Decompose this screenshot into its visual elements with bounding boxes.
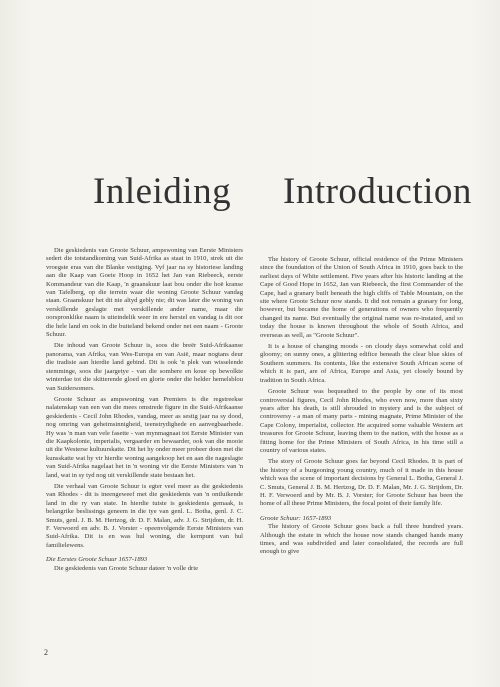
english-paragraph: The history of Groote Schuur goes back a full three hundred years. Although the estate in which the house now stands changed hands many times, and was subdivided and later consolidated, the records are full enough to give	[260, 523, 463, 556]
heading-english: Introduction	[283, 171, 472, 212]
afrikaans-paragraph: Die geskiedenis van Groote Schuur, ampswoning van Eerste Ministers sedert die totstandkoming van Suid-Afrika as staat in 1910, strek uit die vroegste eras van die Blanke vestiging. Vyf jaar na sy historiese landing aan die Kaap van Goeie Hoop in 1652 het Jan van Riebeeck, eerste Kommandeur van die Kaap, 'n graanskuur laat bou onder die hoë kranse van Tafelberg, op die terrein waar die woning Groote Schuur vandag staan. Graanskuur het dit nie altyd gebly nie; dit was later die woning van verskillende geslagte met verskillende ander name, maar die oorspronklike naam is uiteindelik weer in ere herstel en vandag is dit oor die hele land en ook in die buiteland bekend onder net een naam - Groote Schuur.	[46, 247, 243, 339]
afrikaans-column	[46, 247, 243, 573]
english-paragraph: The story of Groote Schuur goes far beyond Cecil Rhodes. It is part of the history of a burgeoning young country, much of it made in this house which was the scene of important decisions by General L. Botha, General J. C. Smuts, General J. B. M. Hertzog, Dr. D. F. Malan, Mr. J. G. Strijdom, Dr. H. F. Verwoerd and by Mr. B. J. Vorster; for Groote Schuur has been the home of all these Prime Ministers, the focal point of their family life.	[260, 458, 463, 508]
english-paragraph: It is a house of changing moods - on cloudy days somewhat cold and gloomy; on sunny ones, a glittering edifice beneath the clear blue skies of Southern summers. Its contents, like the extensive South African scene of which it is part, are of Africa, Europe and Asia, yet closely bound by tradition in South Africa.	[260, 343, 463, 384]
afrikaans-subheading: Die Eerstes Groote Schuur 1657-1893	[46, 556, 148, 564]
english-paragraph: The history of Groote Schuur, official residence of the Prime Ministers since the foundation of the Union of South Africa in 1910, goes back to the earliest days of White settlement. Five years after his historic landing at the Cape of Good Hope in 1652, Jan van Riebeeck, the first Commander of the Cape, had a granary built beneath the high cliffs of Table Mountain, on the site where Groote Schuur now stands. It did not remain a granary for long, however, but became the home of generations of owners who frequently changed its name. But eventually the original name was re-instated, and so today the house is known throughout the whole of South Africa, and overseas as well, as "Groote Schuur".	[260, 256, 463, 339]
afrikaans-paragraph: Die inhoud van Groote Schuur is, soos die breër Suid-Afrikaanse panorama, van Afrika, van Wes-Europa en van Asië, maar nogtans deur die tradisie aan hierdie land gebind. Dit is ook 'n plek van wisselende stemminge, soos die jaargetye - van die sombere en koue op bewolkte winterdae tot die skitterende gloed en glorie onder die helder hemelsblou van Suidersomers.	[46, 342, 243, 392]
english-subheading: Groote Schuur: 1657-1893	[260, 514, 332, 522]
afrikaans-paragraph: Groote Schuur as ampswoning van Premiers is die regstreekse nalatenskap van een van die mees omstrede figure in die Suid-Afrikaanse geskiedenis - Cecil John Rhodes, vandag, meer as sestig jaar na sy dood, nog omring van geheimsinnigheid, teenstrydighede en aanvegbaarhede. Hy was 'n man van vele fasette - van mynmagnaat tot Eerste Minister van die Kaapkolonie, imperialis, vergaarder en bewaarder, ook van die mooie uit die Westerse kultuurskatte. Dit het hy onder meer probeer doen met die kunsskatte wat hy vir hierdie woning aangekoop het en aan die nageslagte van Suid-Afrika nagelaat het in 'n woning vir die Eerste Ministers van 'n land, wat in sy tyd nog uit verskillende state bestaan het.	[46, 395, 243, 479]
english-paragraph: Groote Schuur was bequeathed to the people by one of its most controversial figures, Cecil John Rhodes, who even now, more than sixty years after his death, is still shrouded in mystery and is the subject of controversy - a man of many parts - mining magnate, Prime Minister of the Cape Colony, imperialist, collector. He acquired some valuable Western art treasures for Groote Schuur, leaving them to the nation, with the house as a fitting home for the Prime Ministers of South Africa, in his time still a country of various states.	[260, 388, 463, 454]
afrikaans-paragraph: Die geskiedenis van Groote Schuur dateer 'n volle drie	[54, 564, 199, 572]
english-column	[260, 256, 463, 557]
heading-afrikaans: Inleiding	[93, 171, 232, 212]
afrikaans-paragraph: Die verhaal van Groote Schuur is egter veel meer as die geskiedenis van Rhodes - dit is ineengeweef met die geskiedenis van 'n ontluikende land in die ry van state. In hierdie tuiste is geskiedenis gemaak, is belangrike beslissings geneem in die tye van genl. L. Botha, genl. J. C. Smuts, genl. J. B. M. Hertzog, dr. D. F. Malan, adv. J. G. Strijdom, dr. H. F. Verwoerd en adv. B. J. Vorster - opeenvolgende Eerste Ministers van Suid-Afrika. Dit is en was hul woning, die kernpunt van hul familielewens.	[46, 482, 243, 549]
page-number: 2	[44, 648, 48, 657]
